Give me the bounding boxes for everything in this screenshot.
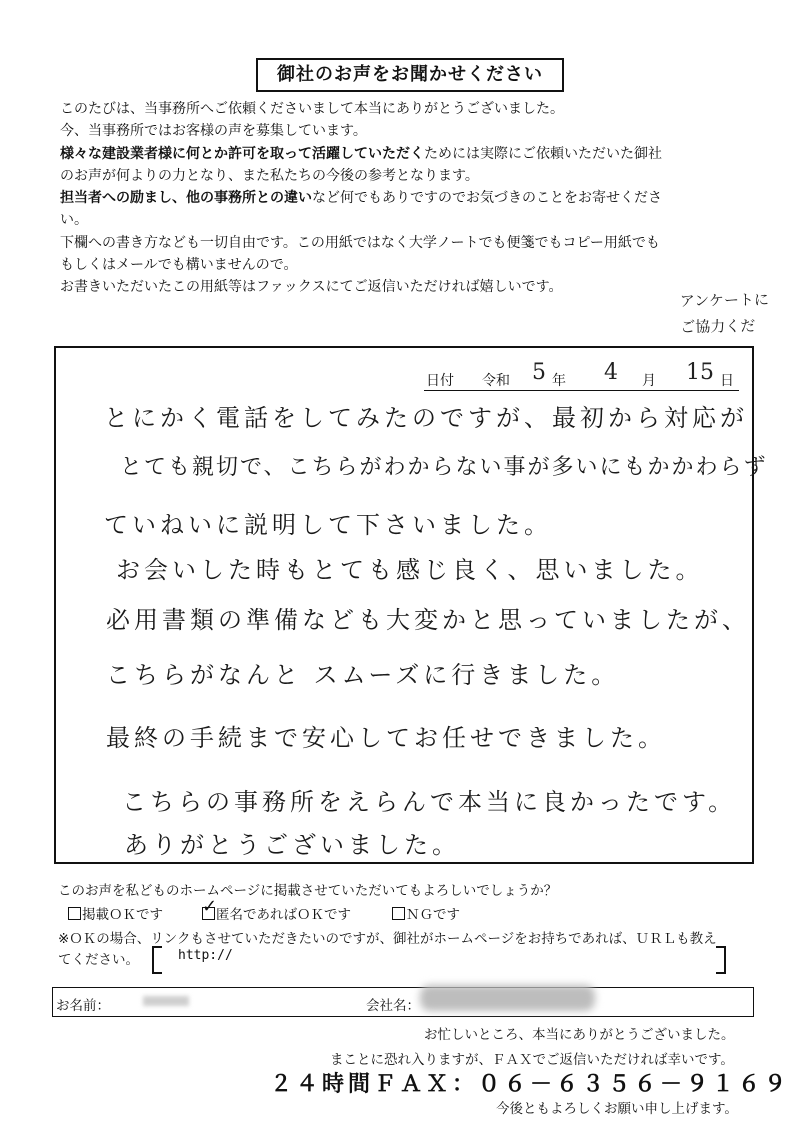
option-anonymous-ok[interactable]	[202, 896, 351, 923]
option-label: 掲載ＯＫです	[82, 907, 163, 923]
link-request-note-cont: てください。	[58, 952, 139, 968]
handwritten-line: 最終の手続まで安心してお任せできました。	[106, 724, 666, 752]
date-year-unit: 年	[552, 373, 566, 389]
check-mark-icon: ✓	[202, 896, 218, 917]
url-field[interactable]: http://	[178, 948, 233, 963]
checkbox[interactable]	[392, 907, 405, 920]
intro-line: もしくはメールでも構いませんので。	[60, 257, 298, 274]
option-publish-ok[interactable]	[68, 903, 163, 923]
fax-number: ２４時間ＦＡＸ：０６－６３５６－９１６９	[270, 1072, 791, 1097]
intro-text	[60, 98, 760, 299]
fax-request-text: まことに恐れ入りますが、ＦＡＸでご返信いただければ幸いです。	[330, 1052, 734, 1068]
intro-line: 下欄への書き方なども一切自由です。この用紙ではなく大学ノートでも便箋でもコピー用紙でも	[60, 234, 660, 251]
option-label: ＮＧです	[406, 907, 460, 923]
handwritten-line: ありがとうございました。	[124, 831, 460, 859]
intro-line	[60, 143, 760, 165]
handwritten-line: こちらの事務所をえらんで本当に良かったです。	[122, 788, 737, 816]
date-year: 5	[532, 360, 546, 385]
company-label: 会社名：	[366, 998, 420, 1014]
intro-line-rest: ためには実際にご依頼いただいた御社	[424, 145, 662, 162]
date-day-unit: 日	[720, 373, 734, 389]
date-month: 4	[604, 360, 618, 385]
checkbox[interactable]	[202, 896, 218, 920]
handwritten-line: とても親切で、こちらがわからない事が多いにもかかわらず	[120, 455, 768, 480]
intro-line: お書きいただいたこの用紙等はファックスにてご返信いただければ嬉しいです。	[60, 279, 563, 296]
date-label: 日付	[426, 373, 454, 389]
thanks-text: お忙しいところ、本当にありがとうございました。	[424, 1027, 735, 1043]
handwritten-line: とにかく電話をしてみたのですが、最初から対応が	[104, 404, 748, 432]
handwritten-line: お会いした時もとても感じ良く、思いました。	[116, 556, 704, 584]
handwritten-line: ていねいに説明して下さいました。	[104, 511, 552, 539]
intro-line: い。	[60, 212, 88, 229]
date-era: 令和	[482, 373, 510, 389]
intro-line: 今、当事務所ではお客様の声を募集しています。	[60, 123, 367, 140]
intro-line-rest: など何でもありですのでお気づきのことをお寄せくださ	[312, 190, 662, 207]
url-bracket-left	[152, 946, 162, 974]
date-row	[424, 360, 739, 391]
intro-line: のお声が何よりの力となり、また私たちの今後の参考となります。	[60, 167, 479, 184]
intro-emphasis: 様々な建設業者様に何とか許可を取って活躍していただく	[60, 145, 424, 162]
option-ng[interactable]	[392, 903, 460, 923]
link-request-note: ※ＯＫの場合、リンクもさせていただきたいのですが、御社がホームページをお持ちであれば、ＵＲＬも教え	[58, 931, 717, 947]
company-redaction	[420, 985, 595, 1011]
date-day: 15	[686, 360, 714, 385]
closing-text: 今後ともよろしくお願い申し上げます。	[496, 1101, 738, 1117]
option-label: 匿名であればＯＫです	[216, 907, 351, 923]
handwritten-line: 必用書類の準備なども大変かと思っていましたが、	[106, 606, 750, 634]
intro-emphasis: 担当者への励まし、他の事務所との違い	[60, 190, 312, 207]
side-note-line: アンケートに	[679, 290, 770, 311]
handwritten-side-note	[680, 286, 800, 340]
name-label: お名前：	[56, 998, 110, 1014]
name-redaction	[143, 996, 189, 1006]
intro-line	[60, 187, 760, 209]
intro-line: このたびは、当事務所へご依頼くださいまして本当にありがとうございました。	[60, 101, 564, 117]
date-month-unit: 月	[642, 373, 656, 389]
checkbox[interactable]	[68, 907, 81, 920]
side-note-line: ご協力くだ	[680, 316, 756, 337]
permission-question: このお声を私どものホームページに掲載させていただいてもよろしいでしょうか？	[58, 883, 558, 899]
url-bracket-right	[716, 946, 726, 974]
handwritten-line: こちらがなんと スムーズに行きました。	[106, 661, 620, 689]
form-title: 御社のお声をお聞かせください	[256, 58, 564, 92]
